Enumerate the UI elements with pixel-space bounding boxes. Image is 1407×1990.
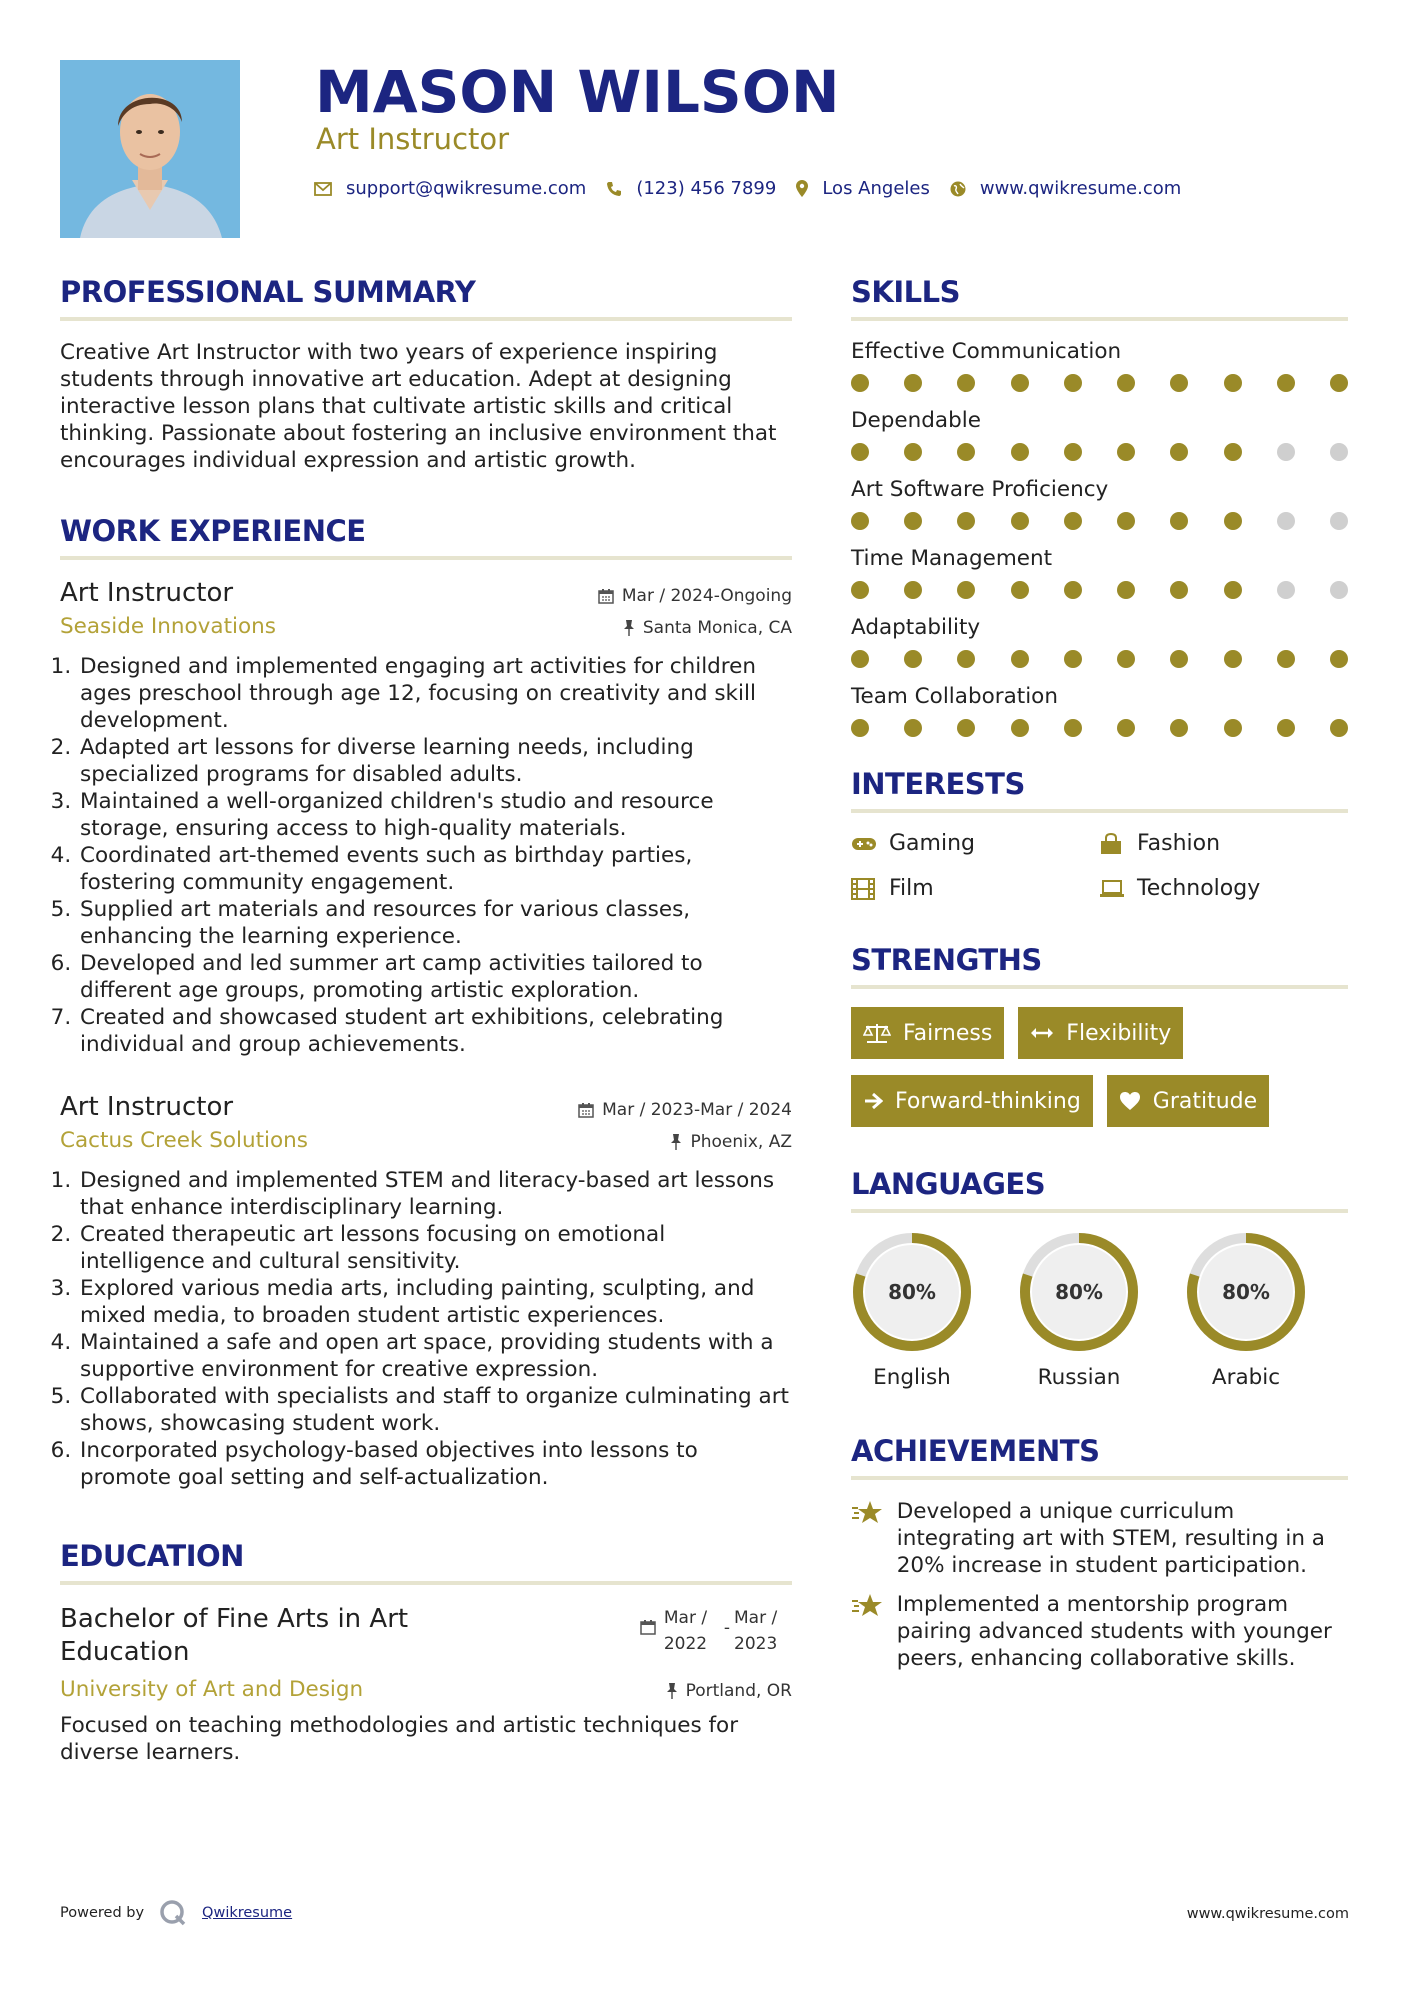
achievement-item — [851, 1498, 1348, 1579]
rating-dot-filled — [1011, 581, 1029, 599]
rating-dot-filled — [1117, 581, 1135, 599]
profile-photo — [60, 60, 240, 238]
rating-dot-filled — [851, 650, 869, 668]
rating-dot-filled — [1170, 512, 1188, 530]
shopping-bag-icon — [1099, 833, 1125, 855]
interest-label: Gaming — [889, 831, 975, 856]
skill-name: Art Software Proficiency — [851, 477, 1109, 502]
language-ring — [1185, 1231, 1307, 1353]
achievements-section — [851, 1434, 1348, 1672]
skill-item — [851, 408, 1348, 461]
rating-dot-filled — [1011, 650, 1029, 668]
language-name: Arabic — [1211, 1365, 1281, 1390]
rating-dot-empty — [1330, 581, 1348, 599]
language-ring — [1018, 1231, 1140, 1353]
strength-badge — [851, 1007, 1004, 1059]
rating-dot-filled — [1170, 443, 1188, 461]
duty-item: 4. Coordinated art-themed events such as birthday parties, fostering community engagement. — [78, 842, 792, 896]
pushpin-icon — [623, 620, 635, 636]
education-section — [60, 1539, 792, 1766]
duty-item: 6. Incorporated psychology-based objectives into lessons to promote goal setting and self-actualization. — [78, 1437, 792, 1491]
language-item — [1018, 1231, 1140, 1390]
interest-item — [851, 831, 1099, 856]
rating-dot-filled — [1117, 512, 1135, 530]
duty-list — [60, 1167, 792, 1491]
rating-dot-filled — [1224, 443, 1242, 461]
rating-dot-filled — [1064, 443, 1082, 461]
experience-section — [60, 514, 792, 1491]
summary-text: Creative Art Instructor with two years of experience inspiring students through innovative art education. Adept at designing interactive lesson plans that cultivate artistic skills and critical thinking. Passionate about fostering an inclusive environment that encourages individual expression and artistic growth. — [60, 340, 777, 473]
rating-dot-filled — [1277, 719, 1295, 737]
language-percent: 80% — [1222, 1280, 1270, 1304]
experience-heading: WORK EXPERIENCE — [60, 514, 792, 560]
qwikresume-logo-icon — [158, 1898, 188, 1928]
laptop-icon — [1099, 880, 1125, 898]
rating-dot-filled — [1011, 443, 1029, 461]
interest-label: Film — [889, 876, 934, 901]
strength-badge — [1107, 1075, 1269, 1127]
rating-dot-empty — [1277, 581, 1295, 599]
contact-email[interactable]: support@qwikresume.com — [346, 178, 587, 199]
footer-powered-by — [60, 1898, 292, 1928]
powered-by-label: Powered by — [60, 1905, 145, 1921]
skill-item — [851, 684, 1348, 737]
rating-dot-empty — [1277, 512, 1295, 530]
rating-dot-empty — [1330, 443, 1348, 461]
language-name: Russian — [1037, 1365, 1121, 1390]
rating-dot-empty — [1330, 512, 1348, 530]
job-date: Mar / 2023-Mar / 2024 — [602, 1100, 792, 1120]
heart-icon — [1119, 1091, 1141, 1111]
skill-name: Effective Communication — [851, 339, 1122, 364]
duty-item: 5. Collaborated with specialists and staff to organize culminating art shows, showcasing student work. — [78, 1383, 792, 1437]
languages-list — [851, 1231, 1348, 1390]
calendar-icon — [598, 588, 614, 604]
job-title: Art Instructor — [60, 1092, 234, 1122]
rating-dot-filled — [1277, 374, 1295, 392]
education-description: Focused on teaching methodologies and artistic techniques for diverse learners. — [60, 1713, 739, 1765]
left-column — [60, 275, 792, 1766]
duty-item: 3. Maintained a well-organized children's studio and resource storage, ensuring access to high-quality materials. — [78, 788, 792, 842]
company-name: Seaside Innovations — [60, 614, 276, 639]
education-date-end: Mar / 2023 — [734, 1608, 778, 1654]
achievement-text: Implemented a mentorship program pairing advanced students with younger peers, enhancing collaborative skills. — [896, 1592, 1332, 1671]
rating-dot-filled — [957, 581, 975, 599]
achievements-heading: ACHIEVEMENTS — [851, 1434, 1348, 1480]
skill-rating — [851, 719, 1348, 737]
film-icon — [851, 878, 877, 900]
duty-item: 2. Created therapeutic art lessons focusing on emotional intelligence and cultural sensitivity. — [78, 1221, 792, 1275]
strength-label: Fairness — [903, 1020, 993, 1046]
duty-list — [60, 653, 792, 1058]
rating-dot-filled — [851, 512, 869, 530]
phone-icon — [606, 181, 622, 197]
skill-name: Team Collaboration — [851, 684, 1058, 709]
summary-heading: PROFESSIONAL SUMMARY — [60, 275, 792, 321]
rating-dot-filled — [1117, 443, 1135, 461]
contact-phone[interactable]: (123) 456 7899 — [636, 178, 777, 199]
duty-item: 5. Supplied art materials and resources for various classes, enhancing the learning experience. — [78, 896, 792, 950]
skill-rating — [851, 650, 1348, 668]
interests-section — [851, 767, 1348, 901]
rating-dot-filled — [1117, 719, 1135, 737]
skill-name: Dependable — [851, 408, 981, 433]
degree-title: Bachelor of Fine Arts in Art Education — [60, 1604, 409, 1667]
rating-dot-filled — [1117, 374, 1135, 392]
calendar-icon — [578, 1102, 594, 1118]
duty-item: 2. Adapted art lessons for diverse learning needs, including specialized programs for disabled adults. — [78, 734, 792, 788]
job-entry — [60, 578, 792, 1058]
gamepad-icon — [851, 836, 877, 852]
skill-item — [851, 546, 1348, 599]
skill-item — [851, 339, 1348, 392]
rating-dot-filled — [957, 443, 975, 461]
education-heading: EDUCATION — [60, 1539, 792, 1585]
job-location: Phoenix, AZ — [690, 1132, 792, 1152]
strength-badge — [1018, 1007, 1183, 1059]
contact-website[interactable]: www.qwikresume.com — [979, 178, 1182, 199]
skills-section — [851, 275, 1348, 737]
rating-dot-filled — [1224, 374, 1242, 392]
strength-label: Gratitude — [1152, 1088, 1258, 1114]
skill-rating — [851, 581, 1348, 599]
skill-rating — [851, 512, 1348, 530]
strengths-section — [851, 943, 1348, 1127]
pushpin-icon — [670, 1134, 682, 1150]
rating-dot-filled — [957, 512, 975, 530]
languages-section — [851, 1167, 1348, 1390]
rating-dot-filled — [1064, 512, 1082, 530]
rating-dot-filled — [1330, 374, 1348, 392]
rating-dot-filled — [1011, 512, 1029, 530]
rating-dot-filled — [1330, 719, 1348, 737]
rating-dot-filled — [904, 374, 922, 392]
skill-item — [851, 615, 1348, 668]
skill-name: Adaptability — [851, 615, 981, 640]
rating-dot-filled — [1011, 719, 1029, 737]
rating-dot-filled — [957, 650, 975, 668]
duty-item: 1. Designed and implemented STEM and literacy-based art lessons that enhance interdisciplinary learning. — [78, 1167, 792, 1221]
rating-dot-filled — [1330, 650, 1348, 668]
calendar-icon — [640, 1619, 656, 1635]
education-date-sep: - — [723, 1618, 730, 1638]
rating-dot-filled — [957, 719, 975, 737]
contact-bar — [314, 178, 1201, 199]
achievement-text: Developed a unique curriculum integrating art with STEM, resulting in a 20% increase in student participation. — [896, 1499, 1325, 1578]
star-icon — [851, 1498, 885, 1526]
rating-dot-filled — [1064, 650, 1082, 668]
rating-dot-filled — [1224, 650, 1242, 668]
school-name: University of Art and Design — [60, 1677, 364, 1702]
map-marker-icon — [796, 180, 808, 197]
rating-dot-filled — [1011, 374, 1029, 392]
rating-dot-filled — [904, 719, 922, 737]
interest-label: Technology — [1137, 876, 1261, 901]
rating-dot-filled — [851, 374, 869, 392]
interest-item — [1099, 831, 1347, 856]
rating-dot-filled — [1170, 650, 1188, 668]
arrow-right-icon — [863, 1092, 883, 1110]
language-percent: 80% — [888, 1280, 936, 1304]
rating-dot-filled — [1064, 719, 1082, 737]
company-name: Cactus Creek Solutions — [60, 1128, 309, 1153]
duty-item: 6. Developed and led summer art camp activities tailored to different age groups, promoting artistic exploration. — [78, 950, 792, 1004]
strengths-heading: STRENGTHS — [851, 943, 1348, 989]
rating-dot-filled — [851, 719, 869, 737]
strength-label: Flexibility — [1066, 1020, 1172, 1046]
rating-dot-filled — [904, 650, 922, 668]
strength-label: Forward-thinking — [895, 1088, 1081, 1114]
envelope-icon — [314, 182, 332, 196]
rating-dot-filled — [1224, 719, 1242, 737]
school-location: Portland, OR — [685, 1681, 792, 1701]
rating-dot-filled — [904, 443, 922, 461]
rating-dot-filled — [1170, 374, 1188, 392]
interests-heading: INTERESTS — [851, 767, 1348, 813]
rating-dot-empty — [1277, 443, 1295, 461]
duty-item: 4. Maintained a safe and open art space, providing students with a supportive environment for creative expression. — [78, 1329, 792, 1383]
rating-dot-filled — [1117, 650, 1135, 668]
skills-list — [851, 339, 1348, 737]
interest-label: Fashion — [1137, 831, 1221, 856]
pushpin-icon — [666, 1683, 678, 1699]
duty-item: 3. Explored various media arts, including painting, sculpting, and mixed media, to broaden student artistic experiences. — [78, 1275, 792, 1329]
globe-icon — [950, 181, 966, 197]
rating-dot-filled — [851, 581, 869, 599]
rating-dot-filled — [904, 512, 922, 530]
strength-badge — [851, 1075, 1093, 1127]
achievement-item — [851, 1591, 1348, 1672]
rating-dot-filled — [1224, 581, 1242, 599]
footer-website[interactable]: www.qwikresume.com — [1186, 1906, 1349, 1922]
skill-name: Time Management — [851, 546, 1053, 571]
skill-rating — [851, 374, 1348, 392]
right-column — [851, 275, 1348, 1684]
arrows-horizontal-icon — [1030, 1026, 1054, 1040]
rating-dot-filled — [1224, 512, 1242, 530]
interest-item — [1099, 876, 1347, 901]
interest-item — [851, 876, 1099, 901]
skill-item — [851, 477, 1348, 530]
language-ring — [851, 1231, 973, 1353]
contact-location: Los Angeles — [822, 178, 930, 199]
duty-item: 7. Created and showcased student art exhibitions, celebrating individual and group achievements. — [78, 1004, 792, 1058]
rating-dot-filled — [1064, 374, 1082, 392]
footer-brand-link[interactable]: Qwikresume — [202, 1905, 293, 1921]
summary-section — [60, 275, 792, 474]
language-percent: 80% — [1055, 1280, 1103, 1304]
job-entry — [60, 1092, 792, 1491]
rating-dot-filled — [1170, 581, 1188, 599]
star-icon — [851, 1591, 885, 1619]
languages-heading: LANGUAGES — [851, 1167, 1348, 1213]
balance-scale-icon — [863, 1022, 891, 1044]
skills-heading: SKILLS — [851, 275, 1348, 321]
job-title: Art Instructor — [60, 578, 234, 608]
education-date-start: Mar / 2022 — [663, 1608, 708, 1654]
job-location: Santa Monica, CA — [642, 618, 792, 638]
job-date: Mar / 2024-Ongoing — [621, 586, 792, 606]
candidate-role: Art Instructor — [316, 122, 510, 156]
language-name: English — [873, 1365, 951, 1390]
skill-rating — [851, 443, 1348, 461]
candidate-name: MASON WILSON — [315, 58, 840, 126]
rating-dot-filled — [957, 374, 975, 392]
language-item — [1185, 1231, 1307, 1390]
language-item — [851, 1231, 973, 1390]
rating-dot-filled — [904, 581, 922, 599]
rating-dot-filled — [1064, 581, 1082, 599]
rating-dot-filled — [1277, 650, 1295, 668]
rating-dot-filled — [851, 443, 869, 461]
rating-dot-filled — [1170, 719, 1188, 737]
duty-item: 1. Designed and implemented engaging art activities for children ages preschool through age 12, focusing on creativity and skill development. — [78, 653, 792, 734]
